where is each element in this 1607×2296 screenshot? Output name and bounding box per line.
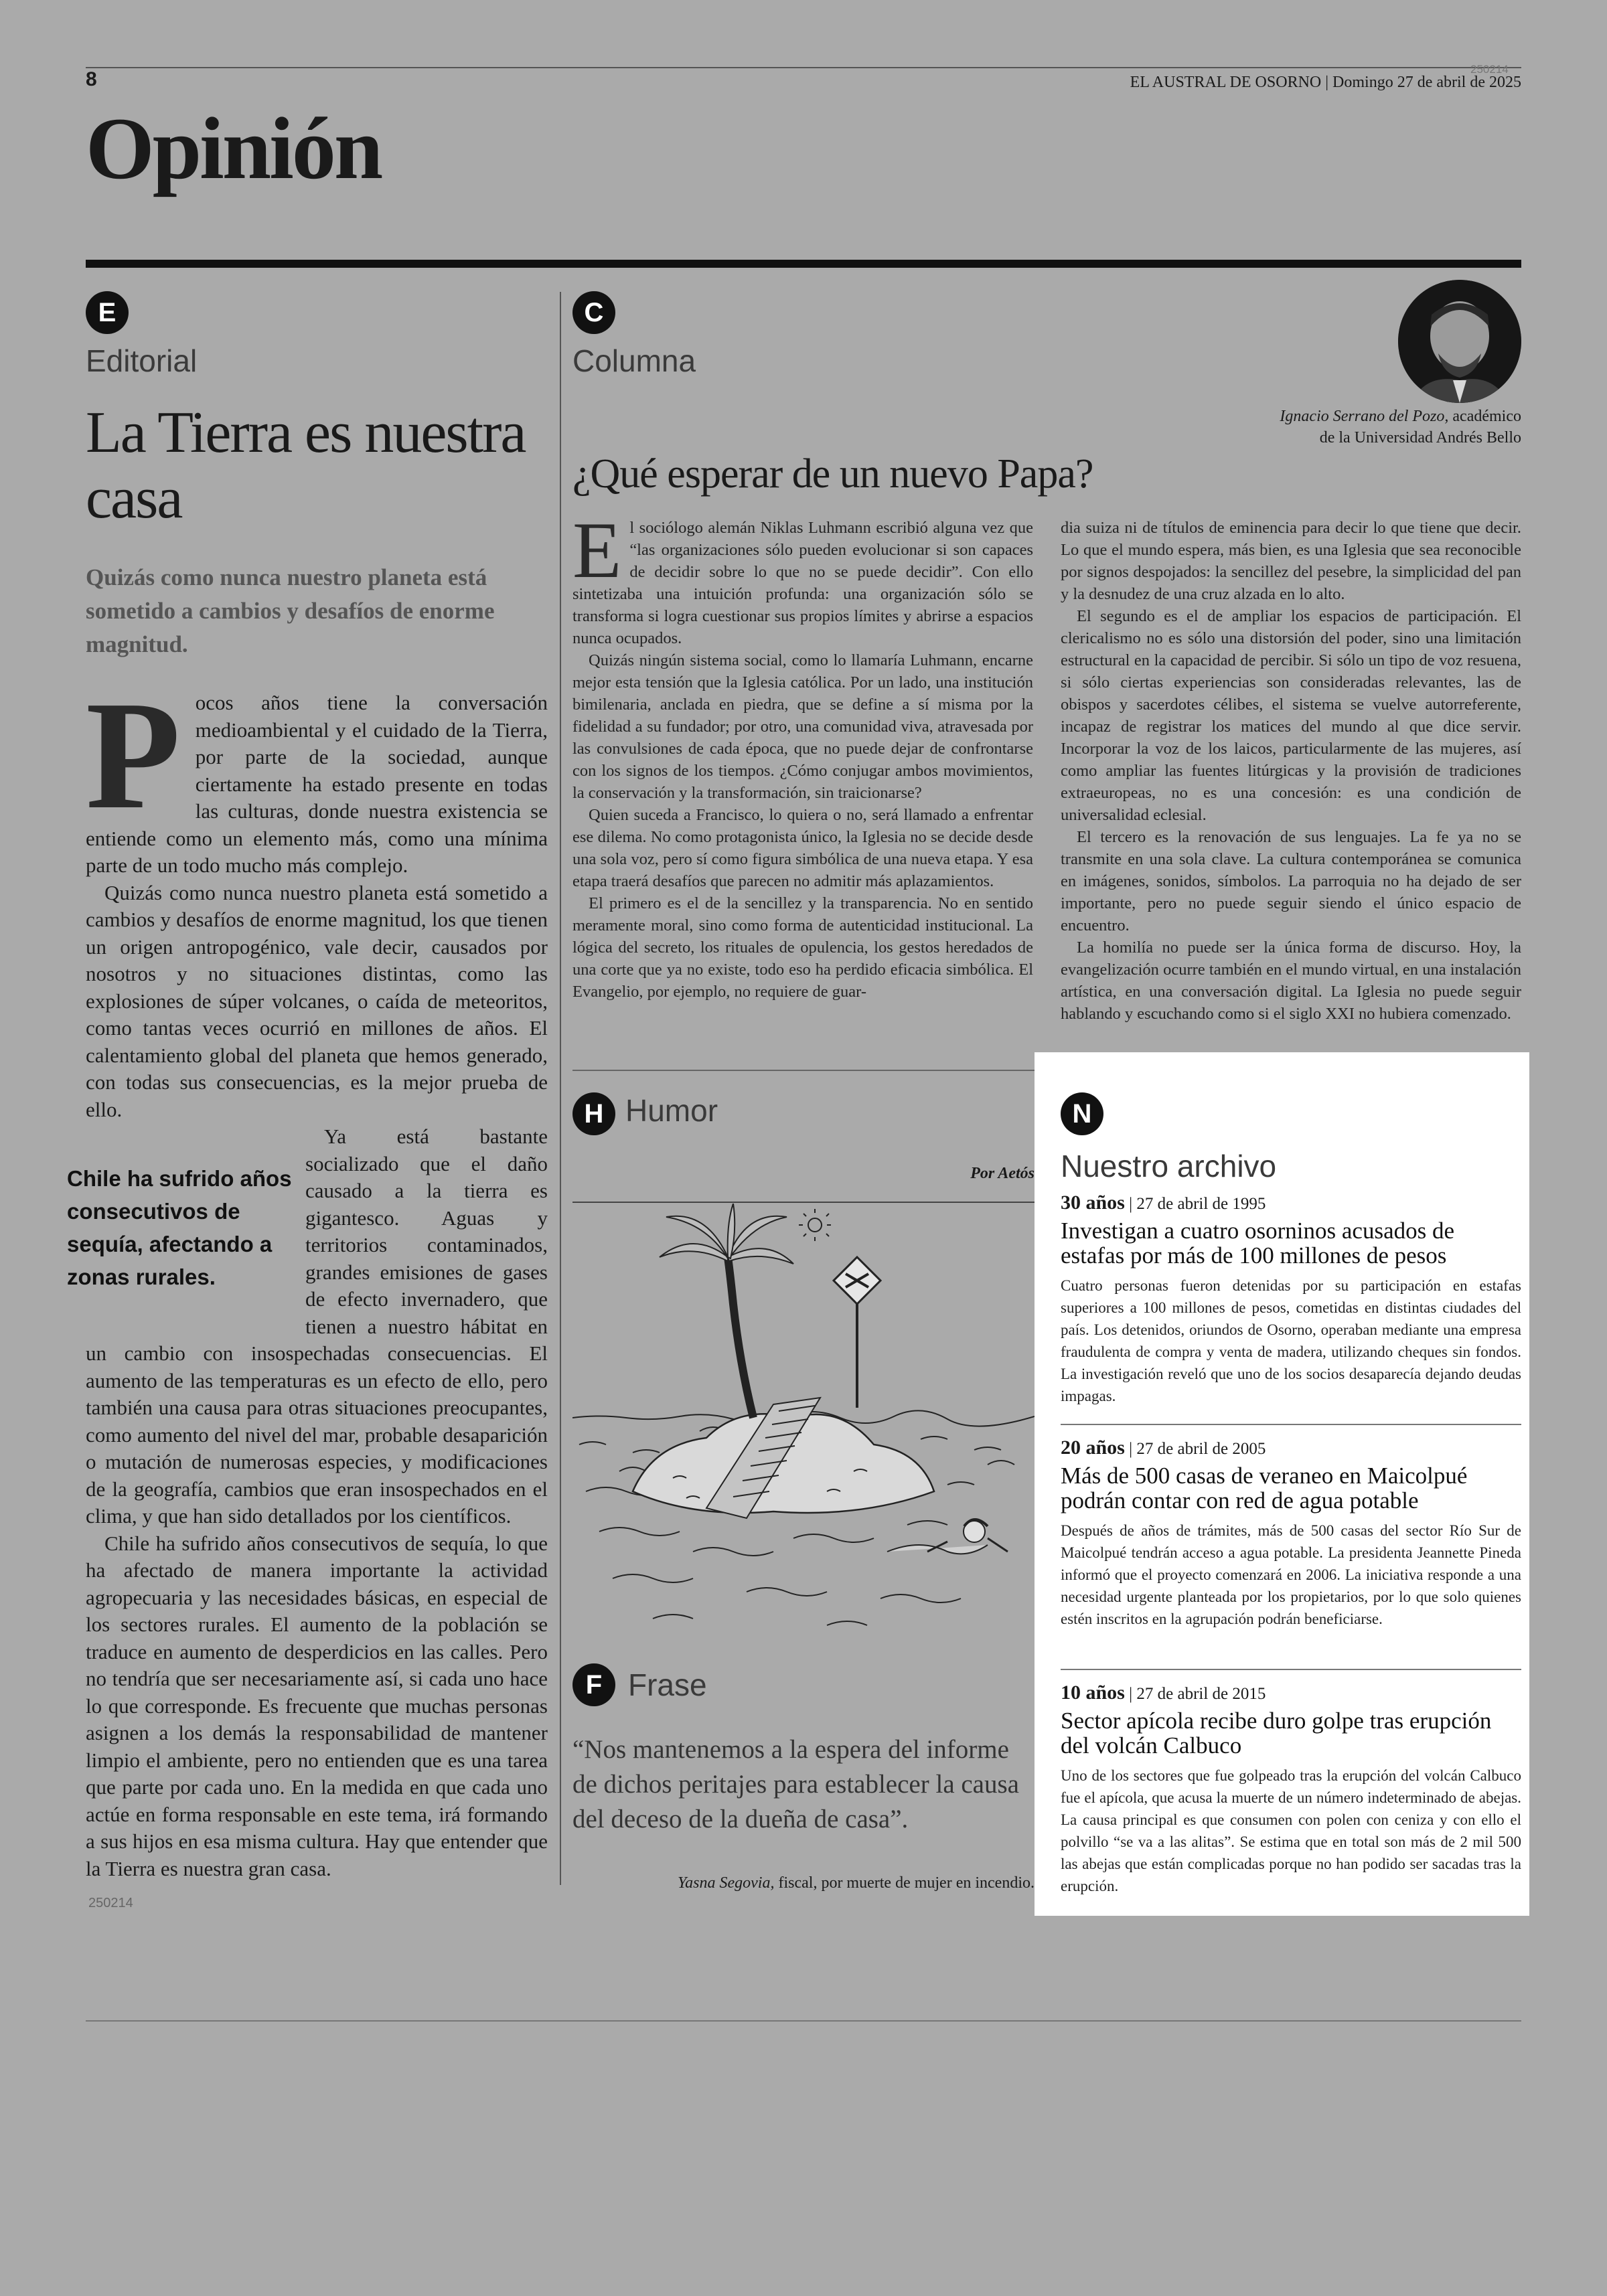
column-paragraph: El sociólogo alemán Niklas Luhmann escribió alguna vez que “las organizaciones sólo pueden evolucionar si son capaces de decidir sobre lo que no se puede decidir”. Con ello sintetizaba una intuición profunda: una organización sólo se transforma si logra cuestionar sus propios límites y abrirse a espacios nunca ocupados. xyxy=(572,505,1033,647)
editorial-kicker: Editorial xyxy=(86,343,198,378)
column-headline: ¿Qué esperar de un nuevo Papa? xyxy=(572,451,1093,497)
column-paragraph: El segundo es el de ampliar los espacios de participación. El clericalismo no es sólo una distorsión del poder, sino una limitación estructural en la capacidad de percibir. Si sólo un tipo de voz resuena, si sólo ciertas experiencias son consideradas relevantes, las de obispos y sacerdotes célibes, el sistema se vuelve autorreferente, incapaz de registrar los matices del mundo al que dice servir. Incorporar la voz de los laicos, particularmente de las mujeres, así como ampliar las fuentes litúrgicas y la provisión de tradiciones extraeuropeas, no es una concesión: es una condición de universalidad eclesial. xyxy=(1061,607,1521,824)
editorial-headline: La Tierra es nuestra casa xyxy=(86,400,526,531)
archive-headline: Investigan a cuatro osorninos acusados de estafas por más de 100 millones de pesos xyxy=(1061,1218,1455,1268)
issue-date: Domingo 27 de abril de 2025 xyxy=(1332,74,1521,91)
archive-date: 27 de abril de 2015 xyxy=(1136,1685,1266,1703)
archive-item xyxy=(1061,1437,1521,1630)
archive-years: 10 años xyxy=(1061,1682,1125,1704)
archive-years: 30 años xyxy=(1061,1192,1125,1214)
column-paragraph: El primero es el de la sencillez y la transparencia. No en sentido meramente moral, sino como forma de autenticidad institucional. La lógica del secreto, los rituales de opulencia, los gestos heredados de una corte que ya no existe, todo eso ha perdido eficacia simbólica. El Evangelio, por ejemplo, no requiere de guar- xyxy=(572,894,1033,1001)
pull-quote-space xyxy=(67,1162,295,1337)
archive-divider xyxy=(1061,1424,1521,1425)
island-cartoon-icon xyxy=(572,1204,1035,1645)
frase-badge: F xyxy=(572,1663,615,1706)
column-kicker: Columna xyxy=(572,343,696,378)
archive-headline: Más de 500 casas de veraneo en Maicolpué podrán contar con red de agua potable xyxy=(1061,1463,1468,1513)
editorial-body xyxy=(67,669,548,1882)
editorial-paragraph: Chile ha sufrido años consecutivos de sequía, afectando a zonas rurales. Ya está bastante socializado que el daño causado a la tierra es gigantesco. Aguas y territorios contaminados, grandes emisiones de gases de efecto invernadero, que tienen a nuestro hábitat en un cambio con insospechadas consecuencias. El aumento de las temperaturas es un efecto de ello, pero también una causa para otras situaciones preocupantes, como aumento del nivel del mar, probable desaparición o mutación de numerosas especies, y modificaciones de la geografía, cambios que eran insospechados en el clima, y que han sido detallados por los científicos. xyxy=(67,1125,548,1528)
frase-kicker: Frase xyxy=(628,1667,707,1702)
editorial-footer-code: 250214 xyxy=(88,1896,133,1910)
humor-cartoon xyxy=(572,1204,1035,1645)
editorial-dropcap: P xyxy=(86,669,181,841)
humor-kicker: Humor xyxy=(625,1093,718,1128)
page-bottom-rule xyxy=(86,2020,1521,2022)
masthead: EL AUSTRAL DE OSORNO xyxy=(1130,74,1322,91)
archive-text: Después de años de trámites, más de 500 casas del sector Río Sur de Maicolpué tendrán acceso a agua potable. La presidenta Jeannette Pineda informó que el proyecto comenzará en 2006. La iniciativa responde a una necesidad urgente planteada por los propietarios, por lo que solo quienes estén inscritos en la agrupación podrán beneficiarse. xyxy=(1061,1522,1521,1627)
column-paragraph: El tercero es la renovación de sus lenguajes. La fe ya no se transmite en una sola clave. La cultura contemporánea se comunica en imágenes, sonidos, símbolos. La parroquia no ha dejado de ser importante, pero no puede seguir siendo el único espacio de encuentro. xyxy=(1061,828,1521,934)
archive-item xyxy=(1061,1682,1521,1897)
page-number: 8 xyxy=(86,68,97,90)
frase-author-role: fiscal, por muerte de mujer en incendio. xyxy=(778,1874,1035,1892)
editorial-pull-quote: Chile ha sufrido años consecutivos de sequía, afectando a zonas rurales. xyxy=(67,1166,292,1289)
author-portrait-icon xyxy=(1398,280,1521,403)
column-body-right xyxy=(1061,517,1521,1025)
frase-quote: “Nos mantenemos a la espera del informe de dichos peritajes para establecer la causa del deceso de la dueña de casa”. xyxy=(572,1735,1019,1833)
editorial-lead: Quizás como nunca nuestro planeta está sometido a cambios y desafíos de enorme magnitud. xyxy=(86,564,495,657)
author-role: académico xyxy=(1452,408,1521,425)
humor-top-rule xyxy=(572,1070,1035,1071)
archive-date-separator: | xyxy=(1124,1685,1137,1703)
header-code: 250214 xyxy=(1470,63,1509,76)
masthead-line xyxy=(1130,74,1521,92)
editorial-paragraph: Pocos años tiene la conversación medioambiental y el cuidado de la Tierra, por parte de la sociedad, aunque ciertamente ha estado presente en todas las culturas, donde nuestra existencia se entiende como un elemento más, como una mínima parte de un todo mucho más complejo. xyxy=(86,669,548,877)
author-photo xyxy=(1398,280,1521,403)
column-divider xyxy=(560,292,561,1885)
archive-date: 27 de abril de 2005 xyxy=(1136,1440,1266,1458)
frase-attribution xyxy=(603,1874,1035,1892)
column-dropcap: E xyxy=(572,505,622,594)
frase-author: Yasna Segovia, xyxy=(678,1874,775,1892)
column-paragraph: Quizás ningún sistema social, como lo llamaría Luhmann, encarne mejor esta tensión que la Iglesia católica. Por un lado, una institución bimilenaria, anclada en piedra, que se define a sí misma por la fidelidad a su fundador; por otro, una comunidad viva, atravesada por las convulsiones de cada época, que no puede dejar de confrontarse con los signos de los tiempos. ¿Cómo conjugar ambos movimientos, la conservación y la transformación, sin traicionarse? xyxy=(572,651,1033,802)
section-title: Opinión xyxy=(86,99,382,197)
archive-text: Cuatro personas fueron detenidas por su participación en estafas superiores a 100 millones de pesos, cometidas en distintas ciudades del país. Los detenidos, oriundos de Osorno, operaban mediante una empresa fraudulenta de compra y venta de madera, utilizando cheques sin fondos. La investigación reveló que uno de los socios desaparecía dejando deudas impagas. xyxy=(1061,1277,1521,1404)
archive-badge: N xyxy=(1061,1092,1103,1135)
column-paragraph: Quien suceda a Francisco, lo quiera o no, será llamado a enfrentar ese dilema. No como protagonista único, la Iglesia no se decide desde una sola voz, pero sí como figura simbólica de una nueva etapa. Y esa etapa traerá desafíos que parecen no admitir más aplazamientos. xyxy=(572,806,1033,890)
archive-date-separator: | xyxy=(1124,1440,1137,1458)
editorial-paragraph: Chile ha sufrido años consecutivos de sequía, lo que ha afectado de manera importante la actividad agropecuaria y las necesidades básicas, en especial de los sectores rurales. El aumento de la población se traduce en aumento de desperdicios en las calles. Pero no tendría que ser necesariamente así, si cada uno hace lo que corresponde. Es frecuente que muchas personas asignen a los demás la responsabilidad de mantener limpio el ambiente, pero no entienden que es una tarea que parte por cada uno. En la medida en que cada uno actúe en forma responsable en este tema, irá formando a sus hijos en esa misma cultura. Hay que entender que la Tierra es nuestra gran casa. xyxy=(86,1531,548,1880)
archive-years: 20 años xyxy=(1061,1437,1125,1459)
header-rule xyxy=(86,67,1521,68)
author-name: Ignacio Serrano del Pozo, xyxy=(1280,408,1449,425)
archive-headline: Sector apícola recibe duro golpe tras erupción del volcán Calbuco xyxy=(1061,1708,1492,1758)
archive-kicker: Nuestro archivo xyxy=(1061,1149,1277,1183)
column-badge: C xyxy=(572,291,615,334)
author-credit xyxy=(1280,406,1521,448)
humor-credit: Por Aetós xyxy=(970,1165,1035,1182)
column-body-left xyxy=(572,505,1033,1003)
archive-item xyxy=(1061,1192,1521,1407)
masthead-separator: | xyxy=(1325,74,1333,91)
archive-date: 27 de abril de 1995 xyxy=(1136,1195,1266,1213)
archive-text: Uno de los sectores que fue golpeado tras la erupción del volcán Calbuco fue el apícola, que acusa la muerte de un número indeterminado de abejas. La causa principal es que consumen con polen con ceniza y con ello el polvillo “se va a las alitas”. Se estima que en total son más de 2 mil 500 las abejas que están complicadas porque no han podido ser sacadas tras la erupción. xyxy=(1061,1767,1521,1894)
cartoon-top-rule xyxy=(572,1202,1035,1203)
author-affiliation: de la Universidad Andrés Bello xyxy=(1319,429,1521,446)
humor-badge: H xyxy=(572,1092,615,1135)
editorial-paragraph: Quizás como nunca nuestro planeta está sometido a cambios y desafíos de enorme magnitud, los que tienen un origen antropogénico, vale decir, causados por nosotros y no situaciones distintas, como las explosiones de súper volcanes, o caída de meteoritos, como tantas veces ocurrió en millones de años. El calentamiento global del planeta que hemos generado, con todas sus consecuencias, es la mejor prueba de ello. xyxy=(86,880,548,1121)
section-heavy-rule xyxy=(86,260,1521,268)
archive-date-separator: | xyxy=(1124,1195,1137,1213)
editorial-badge: E xyxy=(86,291,129,334)
archive-divider xyxy=(1061,1669,1521,1670)
column-paragraph: La homilía no puede ser la única forma de discurso. Hoy, la evangelización ocurre también en el mundo virtual, en una instalación artística, en una conversación digital. La Iglesia no puede seguir hablando y escuchando como si el siglo XXI no hubiera comenzado. xyxy=(1061,938,1521,1023)
column-paragraph: dia suiza ni de títulos de eminencia para decir lo que tiene que decir. Lo que el mundo espera, más bien, es una Iglesia que sea reconocible por signos despojados: la sencillez del pesebre, la simplicidad del pan y la desnudez de una cruz alzada en lo alto. xyxy=(1061,519,1521,603)
